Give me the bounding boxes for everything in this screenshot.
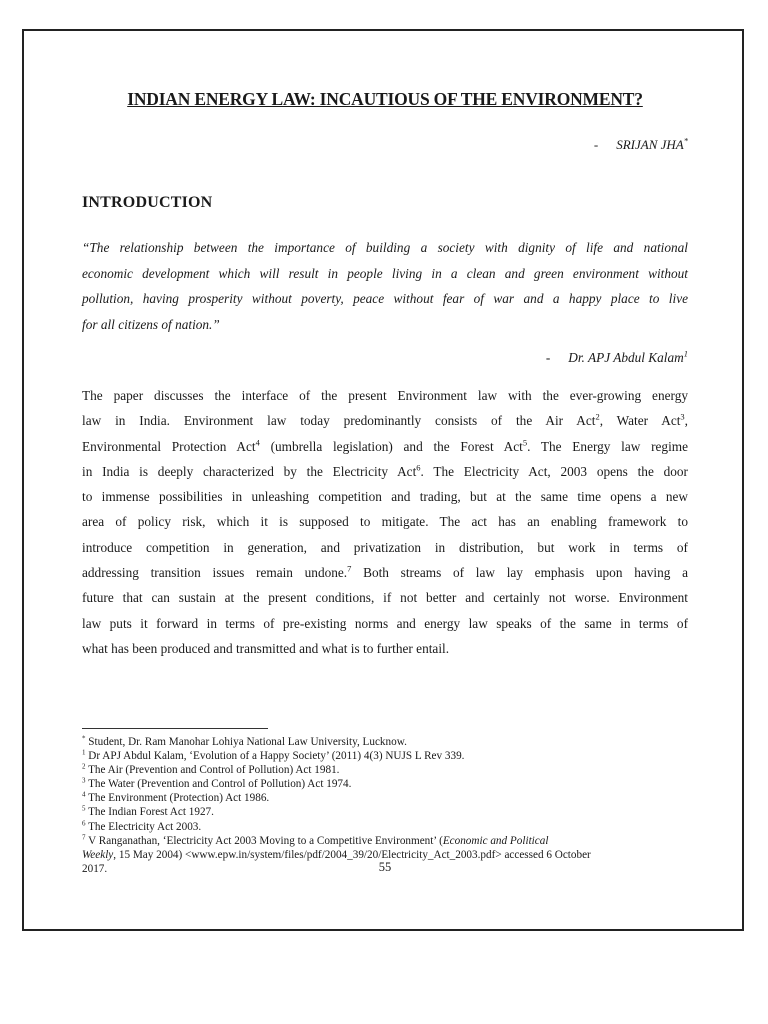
paragraph-line: what has been produced and transmitted and what is to further entail. [82,640,450,656]
footnote-ref[interactable]: 5 [522,437,528,448]
footnote-ref[interactable]: 3 [680,411,685,422]
attribution-name: Dr. APJ Abdul Kalam [568,350,684,365]
author-line [594,137,688,153]
text-run: . The Electricity Act, 2003 opens the door [420,463,688,479]
paragraph-line: area of policy risk, which it is supposed to mitigate. The act has an enabling framework to [82,514,688,530]
footnote-ref[interactable]: 2 [595,411,600,422]
footnote-text: The Water (Prevention and Control of Pollution) Act 1974. [85,778,352,791]
footnote-ref[interactable]: 6 [416,462,421,473]
footnote [82,791,688,805]
footnote-mark: 5 [82,804,86,813]
paragraph-line [82,434,688,459]
text-run: . The Energy law regime [527,438,688,454]
footnote-mark: 6 [82,818,86,827]
quote-line: for all citizens of nation.” [82,316,220,332]
footnote [82,777,688,791]
footnote [82,834,688,848]
footnote-mark: 7 [82,832,86,841]
text-run: (umbrella legislation) and the Forest Act [259,438,523,454]
footnote-text: , 15 May 2004) <www.epw.in/system/files/pdf/2004_39/20/Electricity_Act_2003.pdf> accessed 6 October [113,848,591,861]
quote-attribution [546,350,688,366]
quote-line: economic development which will result in people living in a clean and green environment without [82,265,688,281]
paragraph-line: introduce competition in generation, and privatization in distribution, but work in terms of [82,539,688,555]
paragraph-line: future that can sustain at the present conditions, if not better and certainly not worse. Environment [82,590,688,606]
footnote-text: The Air (Prevention and Control of Pollution) Act 1981. [85,764,340,777]
quote-line: pollution, having prosperity without poverty, peace without fear of war and a happy place to live [82,291,688,306]
footnote-text: Dr APJ Abdul Kalam, ‘Evolution of a Happy Society’ (2011) 4(3) NUJS L Rev 339. [85,750,465,763]
footnote-ref[interactable]: 7 [347,563,352,574]
paragraph-line: The paper discusses the interface of the present Environment law with the ever-growing energy [82,388,688,403]
document-title: INDIAN ENERGY LAW: INCAUTIOUS OF THE ENVIRONMENT? [127,89,643,109]
attribution-footnote-mark: 1 [683,348,688,359]
author-name: SRIJAN JHA [616,137,684,152]
footnote [82,805,688,819]
footnote-ref[interactable]: 4 [255,437,260,448]
section-heading: INTRODUCTION [82,194,213,211]
body-paragraph [82,383,688,661]
footnote-text: Student, Dr. Ram Manohar Lohiya National Law University, Lucknow. [85,736,407,748]
footnote-mark: 4 [82,790,86,799]
text-run: Both streams of law lay emphasis upon having a [351,565,688,581]
footnote-text: The Indian Forest Act 1927. [85,806,214,819]
footnote [82,820,688,834]
text-run: , Water Act [599,413,681,429]
footnote-mark: 3 [82,776,86,785]
footnote-text: V Ranganathan, ‘Electricity Act 2003 Moving to a Competitive Environment’ ( [85,834,443,847]
paragraph-line [82,560,688,585]
footnote-mark: 1 [82,748,86,757]
paragraph-line: law puts it forward in terms of pre-existing norms and energy law speaks of the same in terms of [82,615,688,631]
text-run: law in India. Environment law today predominantly consists of the Air Act [82,413,596,429]
footnote [82,735,688,749]
footnote-text: The Electricity Act 2003. [85,820,202,833]
footnote-journal: Economic and Political [442,834,549,847]
text-run: Environmental Protection Act [82,438,256,454]
author-footnote-mark: * [683,135,688,146]
paragraph-line: to immense possibilities in unleashing competition and trading, but at the same time opens a new [82,489,688,505]
page-number: 55 [378,860,392,874]
footnote [82,763,688,777]
footnotes [82,735,688,876]
footnote-journal: Weekly [82,848,114,861]
paragraph-line [82,459,688,484]
text-run: in India is deeply characterized by the Electricity Act [82,463,417,479]
epigraph-quote [82,235,688,337]
footnote-mark: 2 [82,762,86,771]
footnote-text: The Environment (Protection) Act 1986. [85,792,270,805]
footnote-mark: * [82,734,86,743]
footnote-continuation: 2017. [82,862,108,875]
paragraph-line [82,408,688,433]
text-run: , [684,413,688,429]
attribution-dash: - [545,350,551,365]
footnote [82,749,688,763]
footnote-separator [82,728,268,729]
author-dash: - [593,137,599,152]
quote-line: “The relationship between the importance of building a society with dignity of life and national [82,240,688,255]
text-run: addressing transition issues remain undone. [82,565,348,581]
